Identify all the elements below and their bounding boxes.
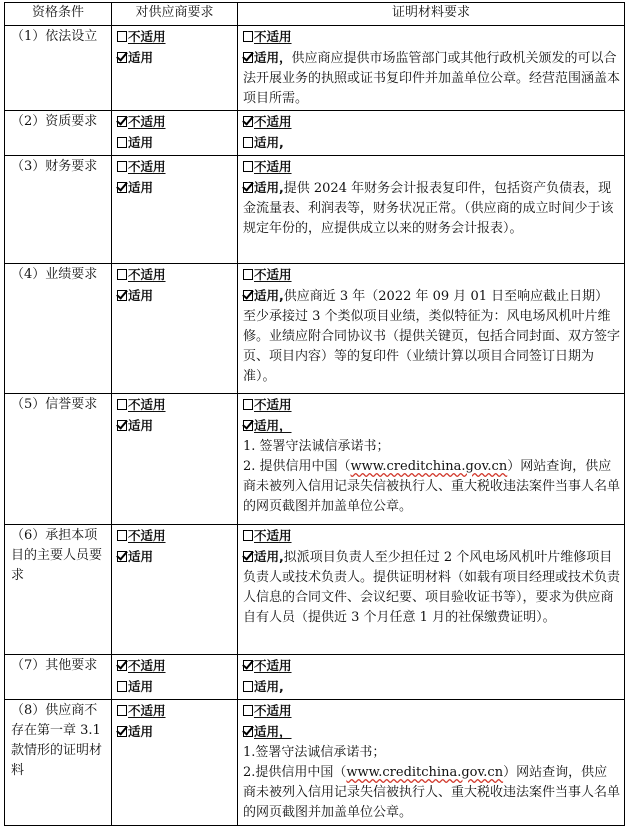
applicable-option[interactable]: 适用 [117, 677, 153, 697]
requirement-cell [112, 394, 238, 525]
checkbox-unchecked-icon[interactable] [117, 530, 127, 541]
checkbox-checked-icon[interactable] [243, 726, 253, 737]
table-row [5, 700, 625, 826]
not-applicable-option[interactable]: 不适用 [243, 265, 306, 285]
not-applicable-option[interactable]: 不适用 [243, 701, 306, 721]
condition-cell: （3）财务要求 [5, 156, 112, 264]
checkbox-checked-icon[interactable] [117, 182, 127, 193]
not-applicable-option[interactable]: 不适用 [243, 112, 306, 132]
applicable-option[interactable]: 适用， [243, 416, 306, 436]
checkbox-checked-icon[interactable] [117, 660, 127, 671]
checkbox-checked-icon[interactable] [117, 726, 127, 737]
evidence-cell [238, 111, 625, 156]
checkbox-unchecked-icon[interactable] [117, 269, 127, 280]
evidence-item-2: 2.提供信用中国（www.creditchina.gov.cn）网站查询，供应商未被列入信用记录失信被执行人、重大税收违法案件当事人名单的网页截图并加盖单位公章。 [243, 765, 621, 820]
requirement-cell [112, 26, 238, 111]
condition-cell: （1）依法设立 [5, 26, 112, 111]
applicable-option[interactable]: 适用 [117, 416, 153, 436]
checkbox-unchecked-icon[interactable] [117, 31, 127, 42]
applicable-option[interactable]: 适用 [117, 722, 153, 742]
creditchina-link[interactable]: www.creditchina.gov.cn [346, 765, 504, 780]
applicable-option[interactable]: 适用 [117, 133, 153, 153]
applicable-option[interactable]: 适用, [243, 549, 284, 564]
condition-cell: （5）信誉要求 [5, 394, 112, 525]
evidence-cell [238, 26, 625, 111]
evidence-text: 供应商近 3 年（2022 年 09 月 01 日至响应截止日期）至少承接过 3 个类似项目业绩，类似特征为：风电场风机叶片维修。业绩应附合同协议书（提供关键页，包括合同封面、双方签字页、项目内容）等的复印件（业绩计算以项目合同签订日期为准）。 [243, 289, 621, 384]
evidence-cell [238, 156, 625, 264]
not-applicable-option[interactable]: 不适用 [243, 27, 306, 47]
checkbox-unchecked-icon[interactable] [243, 681, 253, 692]
table-row [5, 394, 625, 525]
not-applicable-option[interactable]: 不适用 [243, 526, 306, 546]
not-applicable-option[interactable]: 不适用 [117, 265, 180, 285]
evidence-item-1: 1.签署守法诚信承诺书； [243, 745, 386, 760]
table-row [5, 525, 625, 655]
requirement-cell [112, 525, 238, 655]
checkbox-unchecked-icon[interactable] [243, 137, 253, 148]
evidence-cell [238, 525, 625, 655]
checkbox-checked-icon[interactable] [117, 420, 127, 431]
not-applicable-option[interactable]: 不适用 [117, 112, 180, 132]
header-supplier-requirement: 对供应商要求 [112, 3, 238, 26]
checkbox-unchecked-icon[interactable] [117, 705, 127, 716]
applicable-option[interactable]: 适用， [243, 722, 306, 742]
applicable-option[interactable]: 适用, [243, 180, 284, 195]
evidence-cell [238, 264, 625, 394]
checkbox-unchecked-icon[interactable] [243, 399, 253, 410]
applicable-option[interactable]: 适用, [243, 133, 284, 153]
checkbox-checked-icon[interactable] [243, 116, 253, 127]
not-applicable-option[interactable]: 不适用 [117, 27, 180, 47]
header-evidence-requirement: 证明材料要求 [238, 3, 625, 26]
applicable-option[interactable]: 适用, [243, 288, 284, 303]
table-row [5, 264, 625, 394]
checkbox-unchecked-icon[interactable] [243, 31, 253, 42]
requirement-cell [112, 655, 238, 700]
applicable-option[interactable]: 适用 [117, 48, 153, 68]
not-applicable-option[interactable]: 不适用 [117, 395, 180, 415]
condition-cell: （8）供应商不存在第一章 3.1 款情形的证明材料 [5, 700, 112, 826]
evidence-text: 拟派项目负责人至少担任过 2 个风电场风机叶片维修项目负责人或技术负责人。提供证明材料（如载有项目经理或技术负责人信息的合同文件、会议纪要、项目验收证书等），要求为供应商自有人员（提供近 3 个月任意 1 月的社保缴费证明）。 [243, 550, 621, 625]
applicable-option[interactable]: 适用， [243, 50, 292, 65]
checkbox-unchecked-icon[interactable] [117, 681, 127, 692]
checkbox-checked-icon[interactable] [117, 551, 127, 562]
table-row [5, 156, 625, 264]
checkbox-unchecked-icon[interactable] [243, 161, 253, 172]
checkbox-checked-icon[interactable] [243, 52, 253, 63]
evidence-cell [238, 394, 625, 525]
condition-cell: （2）资质要求 [5, 111, 112, 156]
not-applicable-option[interactable]: 不适用 [243, 395, 306, 415]
checkbox-unchecked-icon[interactable] [117, 161, 127, 172]
qualification-table [4, 2, 625, 826]
requirement-cell [112, 264, 238, 394]
requirement-cell [112, 700, 238, 826]
not-applicable-option[interactable]: 不适用 [117, 157, 180, 177]
checkbox-checked-icon[interactable] [117, 290, 127, 301]
not-applicable-option[interactable]: 不适用 [117, 526, 180, 546]
checkbox-unchecked-icon[interactable] [117, 399, 127, 410]
not-applicable-option[interactable]: 不适用 [243, 656, 306, 676]
header-condition: 资格条件 [5, 3, 112, 26]
applicable-option[interactable]: 适用 [117, 286, 153, 306]
condition-cell: （6）承担本项目的主要人员要求 [5, 525, 112, 655]
table-row [5, 111, 625, 156]
applicable-option[interactable]: 适用 [117, 547, 153, 567]
checkbox-unchecked-icon[interactable] [117, 137, 127, 148]
checkbox-unchecked-icon[interactable] [243, 705, 253, 716]
checkbox-checked-icon[interactable] [243, 660, 253, 671]
table-row [5, 655, 625, 700]
not-applicable-option[interactable]: 不适用 [117, 701, 180, 721]
checkbox-checked-icon[interactable] [243, 182, 253, 193]
evidence-text: 供应商应提供市场监管部门或其他行政机关颁发的可以合法开展业务的执照或证书复印件并加盖单位公章。经营范围涵盖本项目所需。 [243, 51, 621, 106]
requirement-cell [112, 111, 238, 156]
applicable-option[interactable]: 适用 [117, 178, 153, 198]
evidence-text: 提供 2024 年财务会计报表复印件，包括资产负债表，现金流量表、利润表等，财务状况正常。（供应商的成立时间少于该规定年份的，应提供成立以来的财务会计报表）。 [243, 181, 614, 236]
creditchina-link[interactable]: www.creditchina.gov.cn [350, 459, 508, 474]
evidence-item-2: 2. 提供信用中国（www.creditchina.gov.cn）网站查询，供应商未被列入信用记录失信被执行人、重大税收违法案件当事人名单的网页截图并加盖单位公章。 [243, 459, 621, 514]
not-applicable-option[interactable]: 不适用 [117, 656, 180, 676]
checkbox-unchecked-icon[interactable] [243, 269, 253, 280]
condition-cell: （7）其他要求 [5, 655, 112, 700]
evidence-cell [238, 655, 625, 700]
checkbox-checked-icon[interactable] [243, 290, 253, 301]
requirement-cell [112, 156, 238, 264]
header-row [5, 3, 625, 26]
checkbox-checked-icon[interactable] [117, 52, 127, 63]
applicable-option[interactable]: 适用, [243, 677, 284, 697]
condition-cell: （4）业绩要求 [5, 264, 112, 394]
not-applicable-option[interactable]: 不适用 [243, 157, 306, 177]
checkbox-checked-icon[interactable] [243, 420, 253, 431]
checkbox-unchecked-icon[interactable] [243, 530, 253, 541]
checkbox-checked-icon[interactable] [243, 551, 253, 562]
table-row [5, 26, 625, 111]
evidence-item-1: 1. 签署守法诚信承诺书； [243, 439, 390, 454]
evidence-cell [238, 700, 625, 826]
checkbox-checked-icon[interactable] [117, 116, 127, 127]
